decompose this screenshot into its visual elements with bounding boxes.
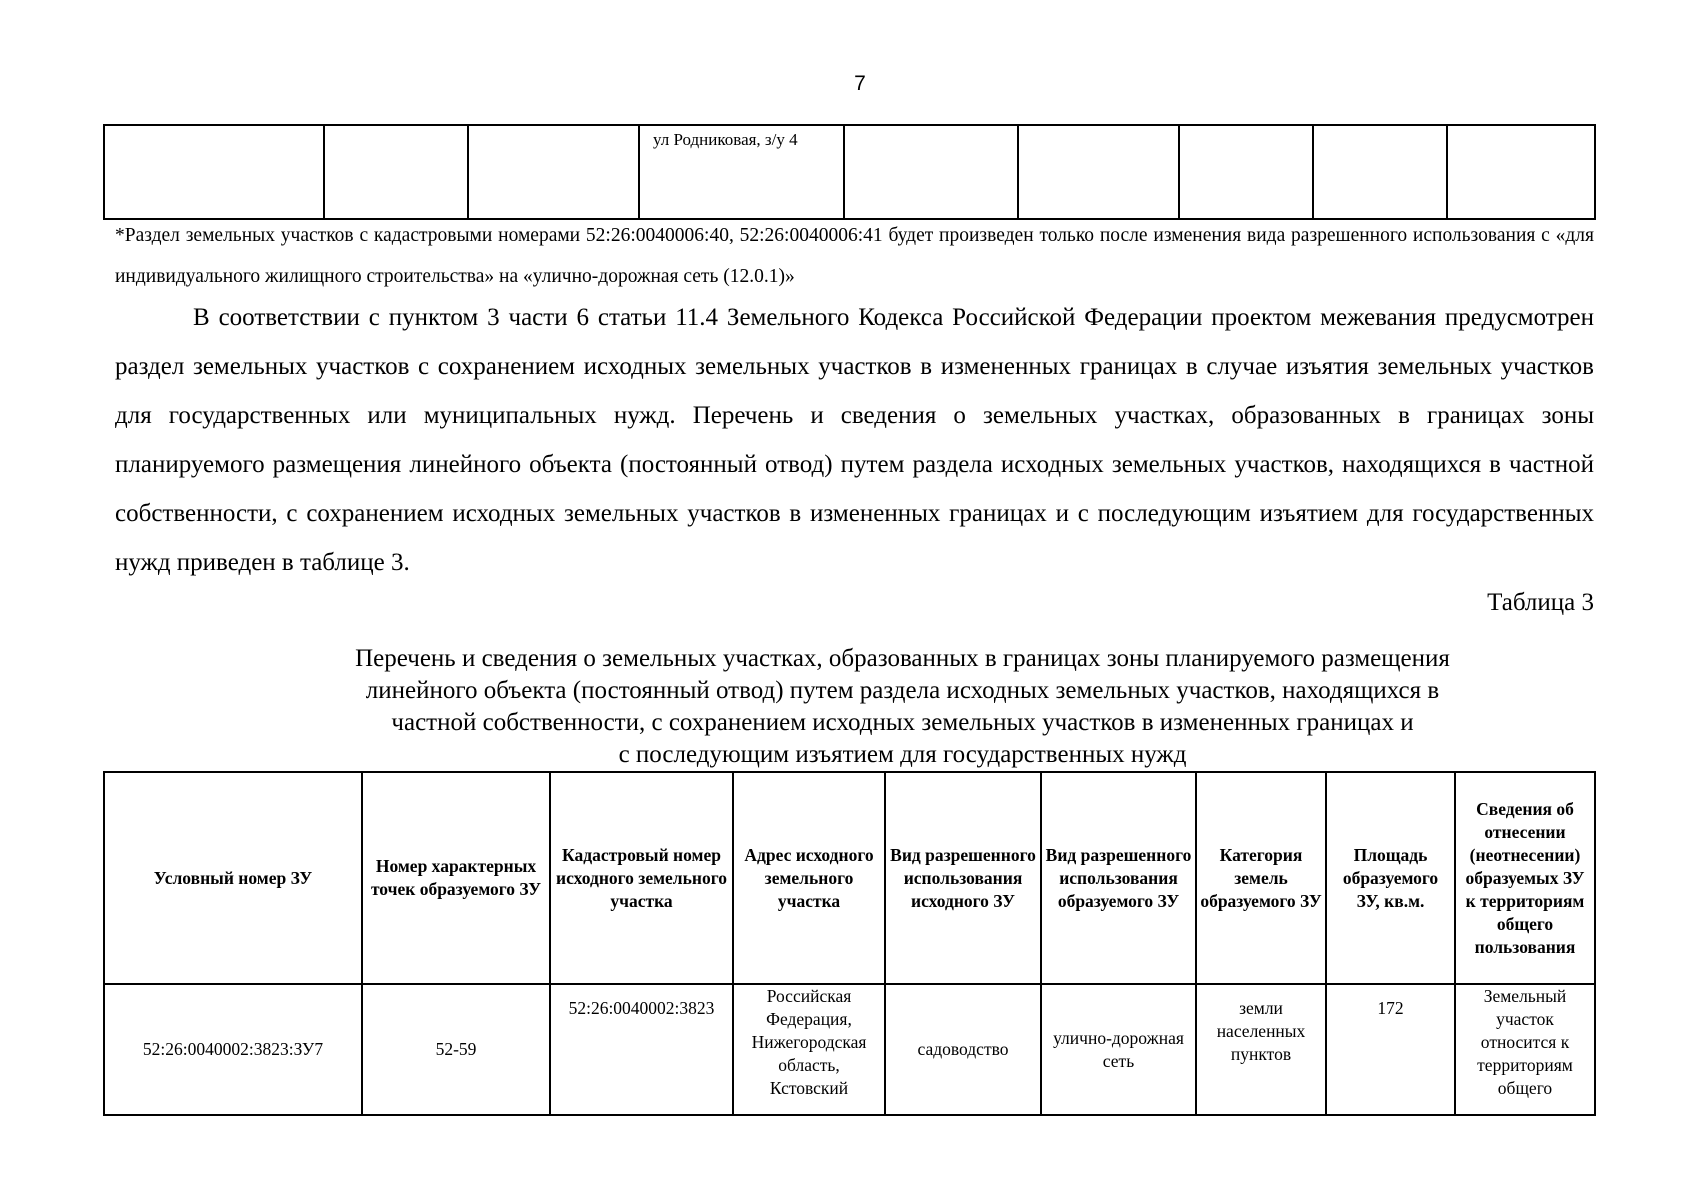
table-cell: земли населенных пунктов — [1196, 984, 1326, 1115]
land-plots-table — [103, 771, 1596, 1116]
table-cell — [468, 125, 639, 219]
caption-line: линейного объекта (постоянный отвод) путем раздела исходных земельных участков, находящихся в — [365, 677, 1440, 704]
footnote: *Раздел земельных участков с кадастровыми номерами 52:26:0040006:40, 52:26:0040006:41 будет произведен только после изменения вида разрешенного использования с «для индивидуального жилищного строительства» на «улично-дорожная сеть (12.0.1)» — [115, 225, 1594, 287]
caption-line: Перечень и сведения о земельных участках, образованных в границах зоны планируемого размещения — [355, 645, 1450, 672]
table-cell — [844, 125, 1018, 219]
table-cell: 52:26:0040002:3823:ЗУ7 — [104, 984, 362, 1115]
table-caption — [115, 643, 1690, 771]
table-cell: 172 — [1326, 984, 1455, 1115]
column-header: Категория земель образуемого ЗУ — [1196, 772, 1326, 984]
page-number: 7 — [854, 72, 866, 95]
table-cell — [1447, 125, 1595, 219]
address-text: Российская Федерация, Нижегородская область, Кстовский — [751, 986, 867, 1098]
table-cell — [733, 984, 885, 1115]
table-row — [104, 125, 1595, 219]
column-header: Номер характерных точек образуемого ЗУ — [362, 772, 550, 984]
table-cell — [1455, 984, 1595, 1115]
caption-line: частной собственности, с сохранением исходных земельных участков в измененных границах и — [391, 709, 1414, 736]
table-cell — [1313, 125, 1447, 219]
table-cell — [1179, 125, 1313, 219]
column-header: Сведения об отнесении (неотнесении) образуемых ЗУ к территориям общего пользования — [1455, 772, 1595, 984]
table-cell: садоводство — [885, 984, 1041, 1115]
table-cell — [324, 125, 468, 219]
continuation-table — [103, 124, 1596, 220]
column-header: Условный номер ЗУ — [104, 772, 362, 984]
table-row — [104, 984, 1595, 1115]
table-cell: ул Родниковая, з/у 4 — [639, 125, 844, 219]
body-paragraph: В соответствии с пунктом 3 части 6 статьи 11.4 Земельного Кодекса Российской Федерации проектом межевания предусмотрен раздел земельных участков с сохранением исходных земельных участков в измененных границах в случае изъятия земельных участков для государственных или муниципальных нужд. Перечень и сведения о земельных участках, образованных в границах зоны планируемого размещения линейного объекта (постоянный отвод) путем раздела исходных земельных участков, находящихся в частной собственности, с сохранением исходных земельных участков в измененных границах и с последующим изъятием для государственных нужд приведен в таблице 3. — [115, 304, 1594, 576]
public-use-text: Земельный участок относится к территориям общего — [1477, 986, 1573, 1098]
caption-line: с последующим изъятием для государственных нужд — [618, 741, 1187, 768]
column-header: Кадастровый номер исходного земельного участка — [550, 772, 733, 984]
table-label: Таблица 3 — [1487, 589, 1594, 616]
column-header: Адрес исходного земельного участка — [733, 772, 885, 984]
table-cell: улично-дорожная сеть — [1041, 984, 1196, 1115]
table-cell: 52:26:0040002:3823 — [550, 984, 733, 1115]
column-header: Вид разрешенного использования образуемого ЗУ — [1041, 772, 1196, 984]
table-cell — [104, 125, 324, 219]
table-header-row — [104, 772, 1595, 984]
column-header: Вид разрешенного использования исходного ЗУ — [885, 772, 1041, 984]
table-cell — [1018, 125, 1179, 219]
column-header: Площадь образуемого ЗУ, кв.м. — [1326, 772, 1455, 984]
table-cell: 52-59 — [362, 984, 550, 1115]
